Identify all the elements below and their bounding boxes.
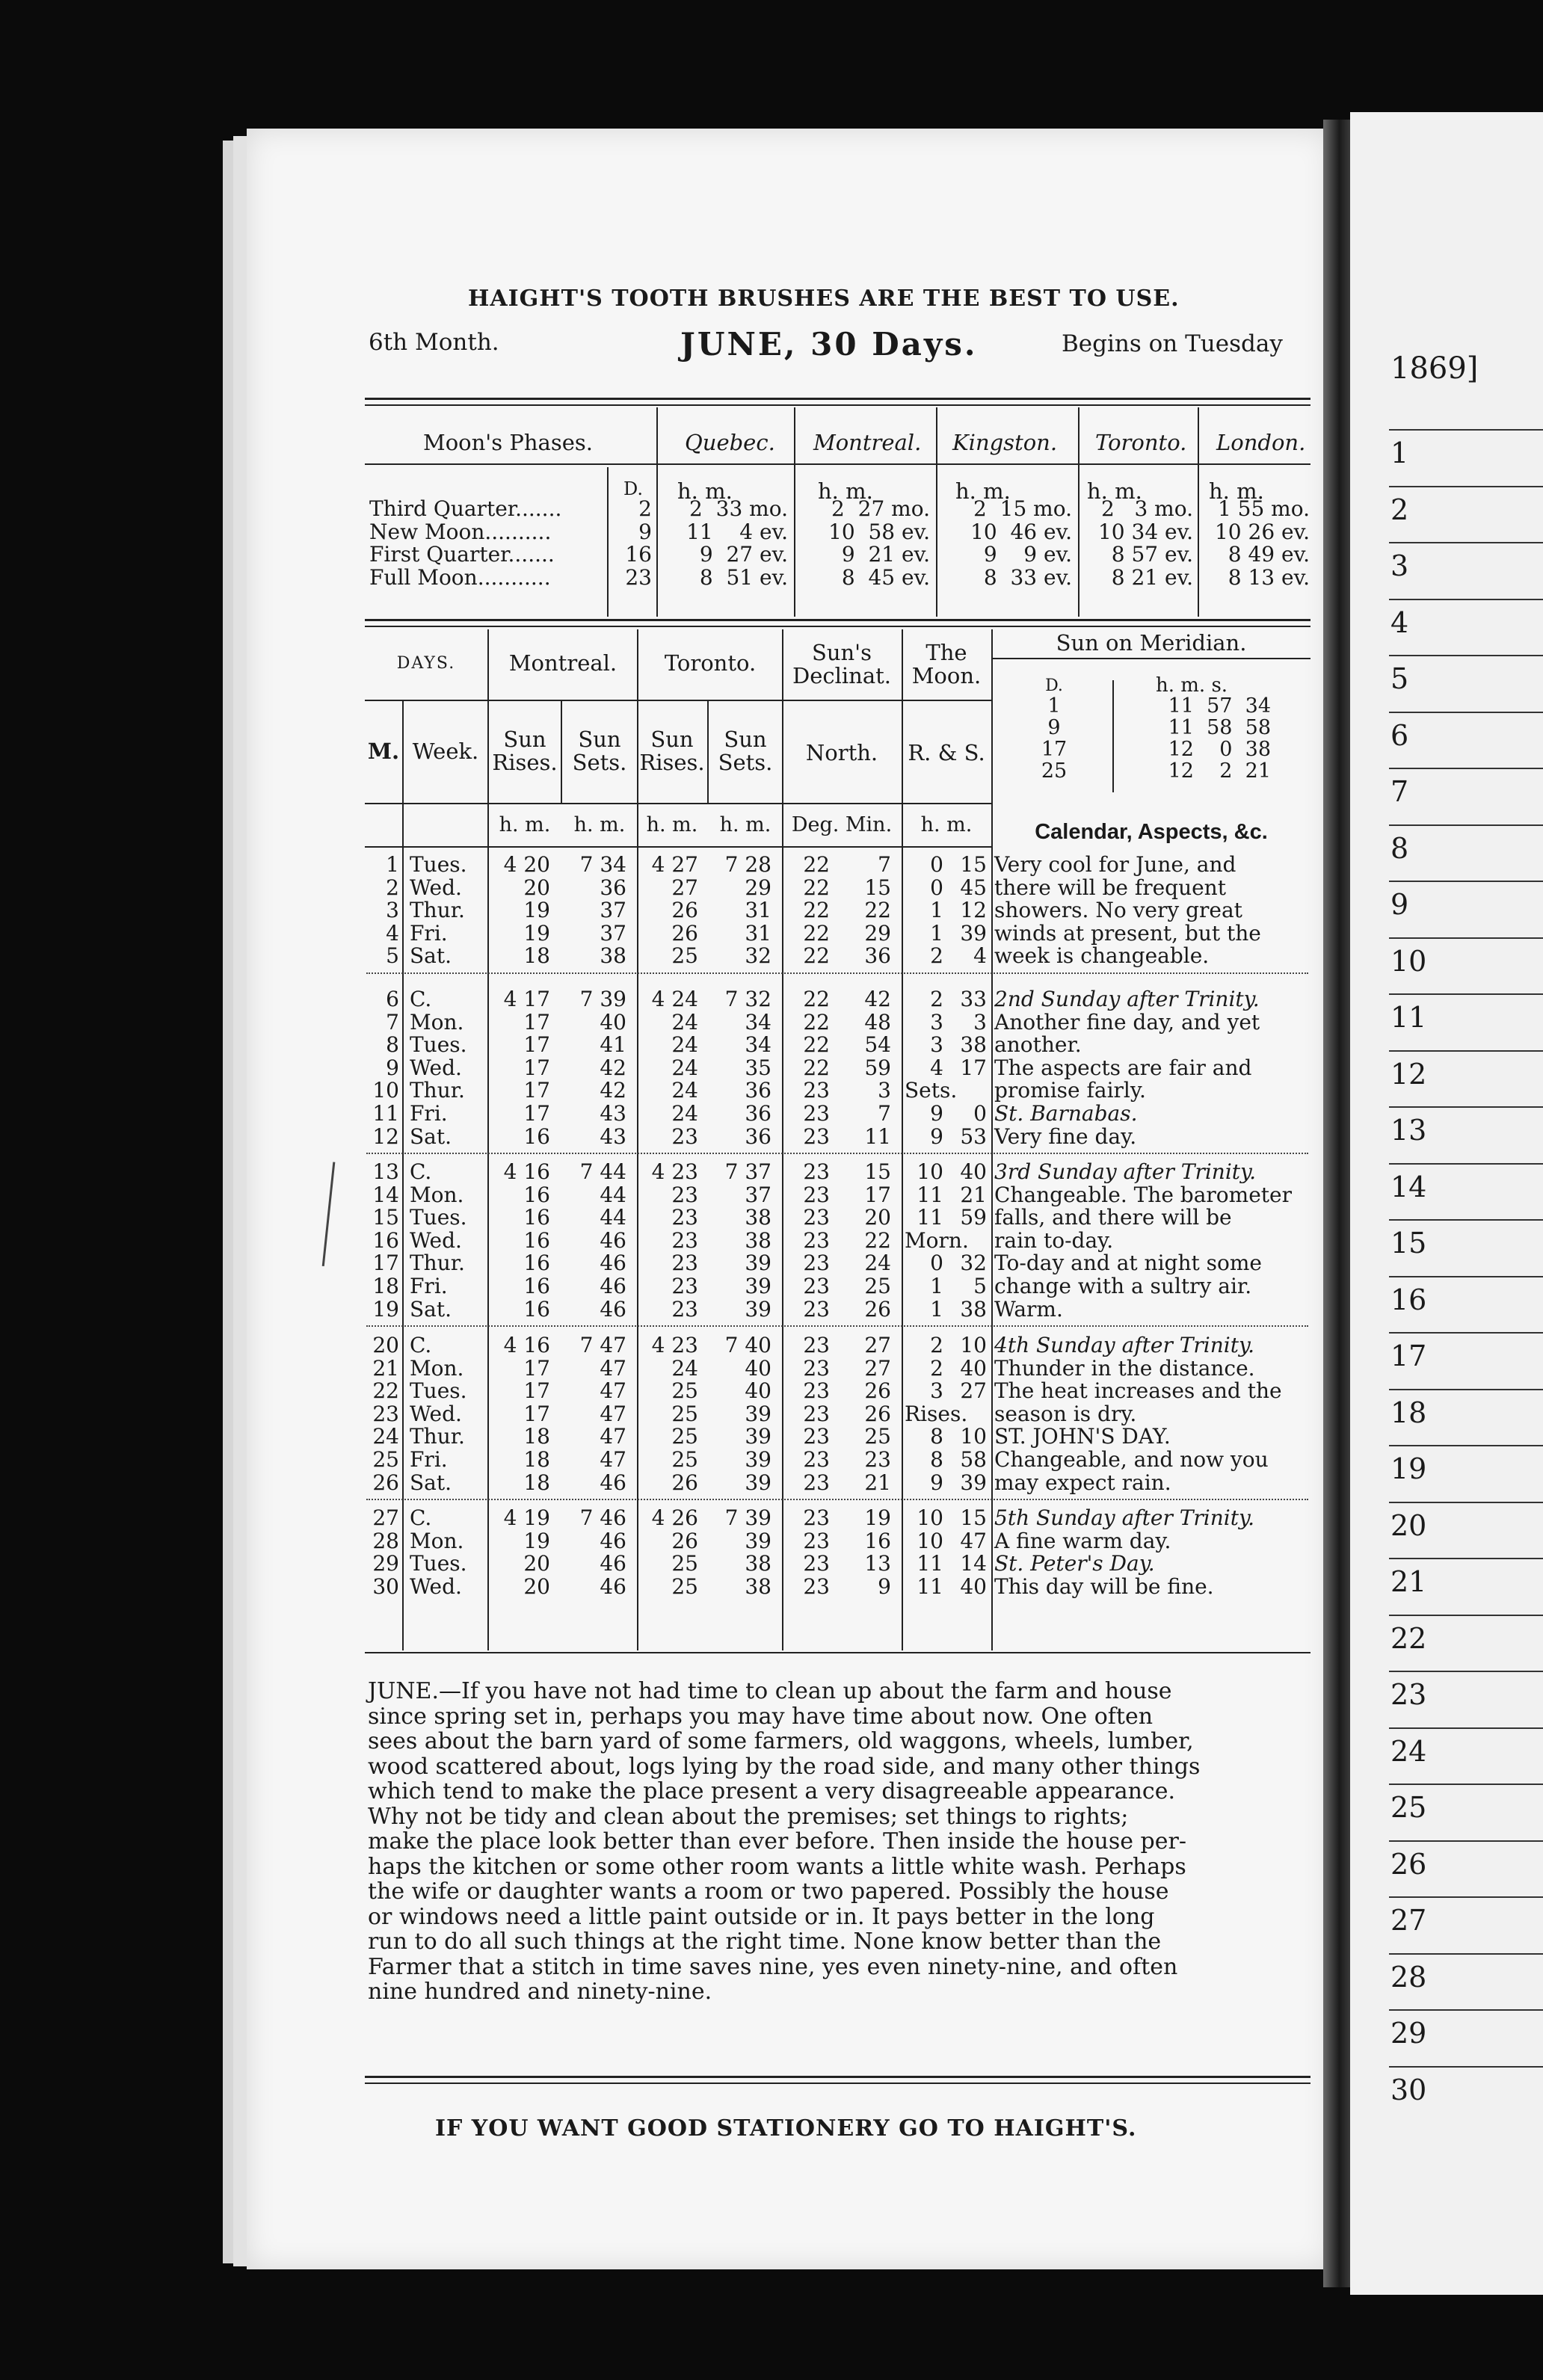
facing-page-number: 19 xyxy=(1390,1452,1427,1485)
facing-page-number: 6 xyxy=(1390,718,1409,752)
declination-degrees-column: 22 22 22 22 23 23 23 xyxy=(803,987,830,1149)
week-separator xyxy=(366,1499,1308,1500)
facing-page-rule xyxy=(1389,993,1543,995)
sun-sets-heading: Sun Sets. xyxy=(718,727,773,775)
moon-minute-column: 10 40 27 10 58 39 xyxy=(960,1333,987,1495)
facing-page-rule xyxy=(1389,937,1543,939)
calendar-note: 4th Sunday after Trinity. xyxy=(994,1333,1255,1357)
facing-page-rule xyxy=(1389,1050,1543,1052)
sun-sets-heading: Sun Sets. xyxy=(572,727,627,775)
page-title: JUNE, 30 Days. xyxy=(680,326,978,363)
calendar-note: Very cool for June, and xyxy=(994,852,1236,877)
meridian-heading: Sun on Meridian. xyxy=(1056,630,1247,656)
day-of-month-column: 6 7 8 9 10 11 12 xyxy=(372,987,399,1149)
calendar-note: season is dry. xyxy=(994,1401,1137,1426)
calendar-note: The aspects are fair and xyxy=(994,1055,1252,1080)
declination-degrees-column: 23 23 23 23 23 23 23 xyxy=(803,1159,830,1322)
facing-page-number: 12 xyxy=(1390,1057,1427,1091)
city-quebec: Quebec. xyxy=(685,430,775,455)
moon-minute-column: 40 21 59 32 5 38 xyxy=(960,1159,987,1322)
declination-minutes-column: 19 16 13 9 xyxy=(864,1505,891,1599)
city-toronto: Toronto. xyxy=(1095,430,1187,455)
toronto-sunrise-column: 4 27 27 26 26 25 xyxy=(651,852,698,969)
divider xyxy=(607,467,609,617)
m-heading: M. xyxy=(367,739,400,764)
declination-degrees-column: 22 22 22 22 22 xyxy=(803,852,830,969)
toronto-sunset-column: 7 28 29 31 31 32 xyxy=(724,852,772,969)
rule xyxy=(365,398,1311,400)
facing-page-number: 10 xyxy=(1390,944,1427,978)
toronto-sunset-column: 7 37 37 38 38 39 39 39 xyxy=(724,1159,772,1322)
calendar-note: ST. JOHN'S DAY. xyxy=(994,1424,1171,1449)
calendar-note: 5th Sunday after Trinity. xyxy=(994,1505,1255,1530)
sun-rises-heading: Sun Rises. xyxy=(492,727,558,775)
facing-page-number: 21 xyxy=(1390,1565,1427,1598)
facing-page-rule xyxy=(1389,1671,1543,1672)
hm-head: h. m. xyxy=(920,813,973,836)
declination-degrees-column: 23 23 23 23 xyxy=(803,1505,830,1599)
day-of-month-column: 1 2 3 4 5 xyxy=(386,852,399,969)
facing-page-rule xyxy=(1389,712,1543,713)
facing-page-rule xyxy=(1389,429,1543,431)
facing-page-number: 8 xyxy=(1390,831,1409,865)
calendar-note: Another fine day, and yet xyxy=(994,1009,1260,1035)
days-heading: DAYS. xyxy=(396,654,456,673)
facing-page-number: 29 xyxy=(1390,2017,1427,2050)
facing-page-rule xyxy=(1389,881,1543,882)
montreal-sunrise-column: 4 20 20 19 19 18 xyxy=(503,852,550,969)
calendar-note: may expect rain. xyxy=(994,1470,1171,1495)
declination-heading: Sun's Declinat. xyxy=(792,640,892,688)
month-number: 6th Month. xyxy=(369,329,499,356)
rule xyxy=(365,2076,1311,2078)
facing-page-rule xyxy=(1389,1389,1543,1390)
calendar-note: To-day and at night some xyxy=(994,1251,1262,1276)
facing-page-rule xyxy=(1389,1332,1543,1334)
phase-names: Third Quarter....... New Moon.......... First Quarter....... Full Moon........... xyxy=(369,496,562,590)
day-of-month-column: 20 21 22 23 24 25 26 xyxy=(372,1333,399,1495)
city-montreal: Montreal. xyxy=(813,430,922,455)
rule xyxy=(365,404,1311,406)
declination-degrees-column: 23 23 23 23 23 23 23 xyxy=(803,1333,830,1495)
hm-head: h. m. xyxy=(646,813,698,836)
facing-page-rule xyxy=(1389,1106,1543,1108)
meridian-hms-head: h. m. s. xyxy=(1156,674,1228,697)
calendar-note: change with a sultry air. xyxy=(994,1274,1252,1298)
calendar-note: promise fairly. xyxy=(994,1078,1146,1103)
facing-page-number: 30 xyxy=(1390,2073,1427,2106)
declination-minutes-column: 27 27 26 26 25 23 21 xyxy=(864,1333,891,1495)
facing-page-number: 23 xyxy=(1390,1678,1427,1711)
day-of-month-column: 13 14 15 16 17 18 19 xyxy=(372,1159,399,1322)
rule xyxy=(365,1652,1311,1653)
calendar-note: Very fine day. xyxy=(994,1123,1137,1149)
facing-page-number: 28 xyxy=(1390,1960,1427,1994)
facing-page-rule xyxy=(1389,542,1543,543)
june-paragraph: JUNE.—If you have not had time to clean up about the farm and house since spring set in, perhaps you may have time about now. One often sees about the barn yard of some farmers, old waggons, wheels, lumber, wood scattered about, logs lying by the road side, and many other things which tend to make the place present a very disagreeable appearance. Why not be tidy and clean about the premises; set things to rights; make the place look better than ever before. Then inside the house per- haps the kitchen or some other room wants a little white wash. Perhaps the wife or daughter wants a room or two papered. Possibly the house or windows need a little paint outside or in. It pays better in the long run to do all such things at the right time. None know better than the Farmer that a stitch in time saves nine, yes even ninety-nine, and often nine hundred and ninety-nine. xyxy=(368,1678,1201,2005)
montreal-sunrise-column: 4 17 17 17 17 17 17 16 xyxy=(503,987,550,1149)
facing-page-number: 15 xyxy=(1390,1227,1427,1260)
toronto-sunrise-column: 4 24 24 24 24 24 24 23 xyxy=(651,987,698,1149)
calendar-note: falls, and there will be xyxy=(994,1205,1232,1230)
divider xyxy=(936,407,937,617)
week-separator xyxy=(366,1325,1308,1327)
divider xyxy=(1112,680,1114,792)
facing-page-rule xyxy=(1389,1896,1543,1898)
facing-page-rule xyxy=(1389,768,1543,769)
facing-page-number: 14 xyxy=(1390,1170,1427,1203)
facing-page-rule xyxy=(1389,1276,1543,1277)
moon-hour-column: 0 0 1 1 2 xyxy=(930,852,943,969)
facing-page-number: 1 xyxy=(1390,437,1409,469)
moon-minute-column: 33 3 38 17 0 53 xyxy=(960,987,987,1149)
moon-heading: The Moon. xyxy=(911,640,982,688)
calendar-note: Thunder in the distance. xyxy=(994,1355,1255,1381)
facing-page-number: 13 xyxy=(1390,1114,1427,1147)
calendar-note: St. Barnabas. xyxy=(994,1101,1138,1126)
north-heading: North. xyxy=(805,740,878,765)
divider xyxy=(656,407,658,617)
rule xyxy=(365,803,991,804)
calendar-note: 3rd Sunday after Trinity. xyxy=(994,1159,1257,1184)
moon-hour-column: 10 11 11 Morn. 0 1 1 xyxy=(905,1159,969,1322)
montreal-sunset-column: 7 47 47 47 47 47 47 46 xyxy=(579,1333,626,1495)
city-london: London. xyxy=(1216,430,1306,455)
facing-page-number: 11 xyxy=(1390,1001,1427,1034)
calendar-note: week is changeable. xyxy=(994,943,1210,969)
toronto-sunrise-column: 4 23 23 23 23 23 23 23 xyxy=(651,1159,698,1322)
facing-page-number: 24 xyxy=(1390,1734,1427,1768)
phase-times-quebec: 2 33 mo. 11 4 ev. 9 27 ev. 8 51 ev. xyxy=(686,496,788,590)
degmin-head: Deg. Min. xyxy=(791,813,893,836)
facing-page-number: 26 xyxy=(1390,1847,1427,1881)
weekday-column: C. Mon. Tues. Wed. xyxy=(410,1505,467,1599)
divider xyxy=(991,629,993,1650)
rule xyxy=(991,658,1311,659)
moon-hour-column: 2 2 3 Rises. 8 8 9 xyxy=(905,1333,968,1495)
calendar-note: showers. No very great xyxy=(994,898,1242,923)
facing-page-number: 17 xyxy=(1390,1339,1427,1372)
year-label: 1869] xyxy=(1390,351,1479,386)
montreal-sunrise-column: 4 16 16 16 16 16 16 16 xyxy=(503,1159,550,1322)
phase-times-london: 1 55 mo. 10 26 ev. 8 49 ev. 8 13 ev. xyxy=(1214,496,1310,590)
facing-page-number: 27 xyxy=(1390,1904,1427,1937)
declination-minutes-column: 15 17 20 22 24 25 26 xyxy=(864,1159,891,1322)
calendar-note: 2nd Sunday after Trinity. xyxy=(994,987,1260,1011)
facing-page-rule xyxy=(1389,1219,1543,1221)
facing-page-rule xyxy=(1389,1163,1543,1165)
hm-head: h. m. xyxy=(1209,478,1264,504)
montreal-sunset-column: 7 34 36 37 37 38 xyxy=(579,852,626,969)
facing-page-number: 9 xyxy=(1390,888,1409,921)
divider xyxy=(902,629,903,1650)
facing-page-number: 18 xyxy=(1390,1396,1427,1429)
toronto-heading: Toronto. xyxy=(664,650,757,676)
hm-head: h. m. xyxy=(719,813,772,836)
calendar-note: St. Peter's Day. xyxy=(994,1551,1155,1576)
facing-page-rule xyxy=(1389,1615,1543,1616)
begins-label: Begins on Tuesday xyxy=(1062,330,1283,357)
rise-set-heading: R. & S. xyxy=(908,740,985,765)
day-of-month-column: 27 28 29 30 xyxy=(372,1505,399,1599)
divider xyxy=(794,407,795,617)
hm-head: h. m. xyxy=(499,813,551,836)
sun-rises-heading: Sun Rises. xyxy=(639,727,705,775)
calendar-note: The heat increases and the xyxy=(994,1378,1282,1404)
facing-page-number: 16 xyxy=(1390,1283,1427,1316)
rule xyxy=(365,626,1311,627)
rule xyxy=(365,463,1311,465)
day-head: D. xyxy=(623,478,644,499)
facing-page-rule xyxy=(1389,1953,1543,1955)
facing-page-number: 2 xyxy=(1390,493,1409,526)
facing-page-number: 20 xyxy=(1390,1508,1427,1542)
moon-phases-heading: Moon's Phases. xyxy=(423,430,593,455)
weekday-column: C. Mon. Tues. Wed. Thur. Fri. Sat. xyxy=(410,987,467,1149)
montreal-sunset-column: 7 44 44 44 46 46 46 46 xyxy=(579,1159,626,1322)
calendar-note: there will be frequent xyxy=(994,875,1226,900)
facing-page-rule xyxy=(1389,1558,1543,1559)
rule xyxy=(365,846,991,848)
moon-hour-column: 2 3 3 4 Sets. 9 9 xyxy=(905,987,958,1149)
book-gutter xyxy=(1323,120,1350,2287)
hm-head: h. m. xyxy=(818,478,873,504)
declination-minutes-column: 7 15 22 29 36 xyxy=(864,852,891,969)
calendar-note: rain to-day. xyxy=(994,1227,1114,1253)
divider xyxy=(782,629,783,1650)
montreal-sunset-column: 7 46 46 46 46 xyxy=(579,1505,626,1599)
facing-page-rule xyxy=(1389,1784,1543,1785)
divider xyxy=(1078,407,1080,617)
toronto-sunset-column: 7 39 39 38 38 xyxy=(724,1505,772,1599)
rule xyxy=(365,619,1311,621)
calendar-note: This day will be fine. xyxy=(994,1573,1214,1599)
montreal-sunset-column: 7 39 40 41 42 42 43 43 xyxy=(579,987,626,1149)
divider xyxy=(402,701,404,1650)
rule xyxy=(365,2082,1311,2084)
facing-page-number: 22 xyxy=(1390,1621,1427,1655)
hm-head: h. m. xyxy=(573,813,626,836)
bottom-advertisement: IF YOU WANT GOOD STATIONERY GO TO HAIGHT'S. xyxy=(435,2115,1137,2142)
divider xyxy=(707,701,709,803)
facing-page xyxy=(1350,112,1543,2295)
hm-head: h. m. xyxy=(677,478,733,504)
meridian-day-head: D. xyxy=(1045,676,1063,695)
meridian-days: 1 9 17 25 xyxy=(1041,694,1068,783)
facing-page-rule xyxy=(1389,2009,1543,2011)
meridian-values: 11 57 34 11 58 58 12 0 38 12 2 21 xyxy=(1168,694,1271,783)
calendar-note: Changeable. The barometer xyxy=(994,1182,1292,1207)
declination-minutes-column: 42 48 54 59 3 7 11 xyxy=(864,987,891,1149)
weekday-column: C. Mon. Tues. Wed. Thur. Fri. Sat. xyxy=(410,1159,467,1322)
week-heading: Week. xyxy=(412,739,479,764)
city-kingston: Kingston. xyxy=(952,430,1058,455)
montreal-sunrise-column: 4 19 19 20 20 xyxy=(503,1505,550,1599)
facing-page-rule xyxy=(1389,2066,1543,2068)
phase-times-kingston: 2 15 mo. 10 46 ev. 9 9 ev. 8 33 ev. xyxy=(970,496,1072,590)
weekday-column: Tues. Wed. Thur. Fri. Sat. xyxy=(410,852,467,969)
facing-page-rule xyxy=(1389,1840,1543,1842)
facing-page-number: 5 xyxy=(1390,662,1409,695)
montreal-heading: Montreal. xyxy=(508,650,617,676)
top-advertisement: HAIGHT'S TOOTH BRUSHES ARE THE BEST TO USE. xyxy=(468,286,1180,312)
phase-days: 2 9 16 23 xyxy=(625,496,652,590)
hm-head: h. m. xyxy=(955,478,1011,504)
moon-minute-column: 15 45 12 39 4 xyxy=(960,852,987,969)
calendar-note: winds at present, but the xyxy=(994,920,1261,946)
phase-times-montreal: 2 27 mo. 10 58 ev. 9 21 ev. 8 45 ev. xyxy=(828,496,930,590)
facing-page-number: 25 xyxy=(1390,1791,1427,1824)
facing-page-rule xyxy=(1389,655,1543,656)
facing-page-number: 3 xyxy=(1390,549,1409,582)
hm-head: h. m. xyxy=(1087,478,1142,504)
facing-page-rule xyxy=(1389,599,1543,600)
facing-page-rule xyxy=(1389,486,1543,487)
facing-page-rule xyxy=(1389,824,1543,826)
toronto-sunset-column: 7 40 40 40 39 39 39 39 xyxy=(724,1333,772,1495)
weekday-column: C. Mon. Tues. Wed. Thur. Fri. Sat. xyxy=(410,1333,467,1495)
divider xyxy=(487,629,489,1650)
divider xyxy=(561,701,562,803)
calendar-note: another. xyxy=(994,1032,1082,1058)
toronto-sunrise-column: 4 23 24 25 25 25 25 26 xyxy=(651,1333,698,1495)
toronto-sunset-column: 7 32 34 34 35 36 36 36 xyxy=(724,987,772,1149)
calendar-note: Changeable, and now you xyxy=(994,1447,1269,1472)
calendar-heading: Calendar, Aspects, &c. xyxy=(1035,820,1268,844)
facing-page-rule xyxy=(1389,1445,1543,1446)
facing-page-number: 7 xyxy=(1390,775,1409,808)
facing-page-rule xyxy=(1389,1727,1543,1729)
calendar-note: A fine warm day. xyxy=(994,1528,1171,1553)
rule xyxy=(365,700,991,701)
facing-page-rule xyxy=(1389,1502,1543,1503)
toronto-sunrise-column: 4 26 26 25 25 xyxy=(651,1505,698,1599)
phase-times-toronto: 2 3 mo. 10 34 ev. 8 57 ev. 8 21 ev. xyxy=(1097,496,1193,590)
montreal-sunrise-column: 4 16 17 17 17 18 18 18 xyxy=(503,1333,550,1495)
week-separator xyxy=(366,1153,1308,1154)
calendar-note: Warm. xyxy=(994,1296,1063,1322)
divider xyxy=(1198,407,1199,617)
moon-minute-column: 15 47 14 40 xyxy=(960,1505,987,1599)
moon-hour-column: 10 10 11 11 xyxy=(917,1505,943,1599)
week-separator xyxy=(366,972,1308,974)
facing-page-number: 4 xyxy=(1390,605,1409,639)
